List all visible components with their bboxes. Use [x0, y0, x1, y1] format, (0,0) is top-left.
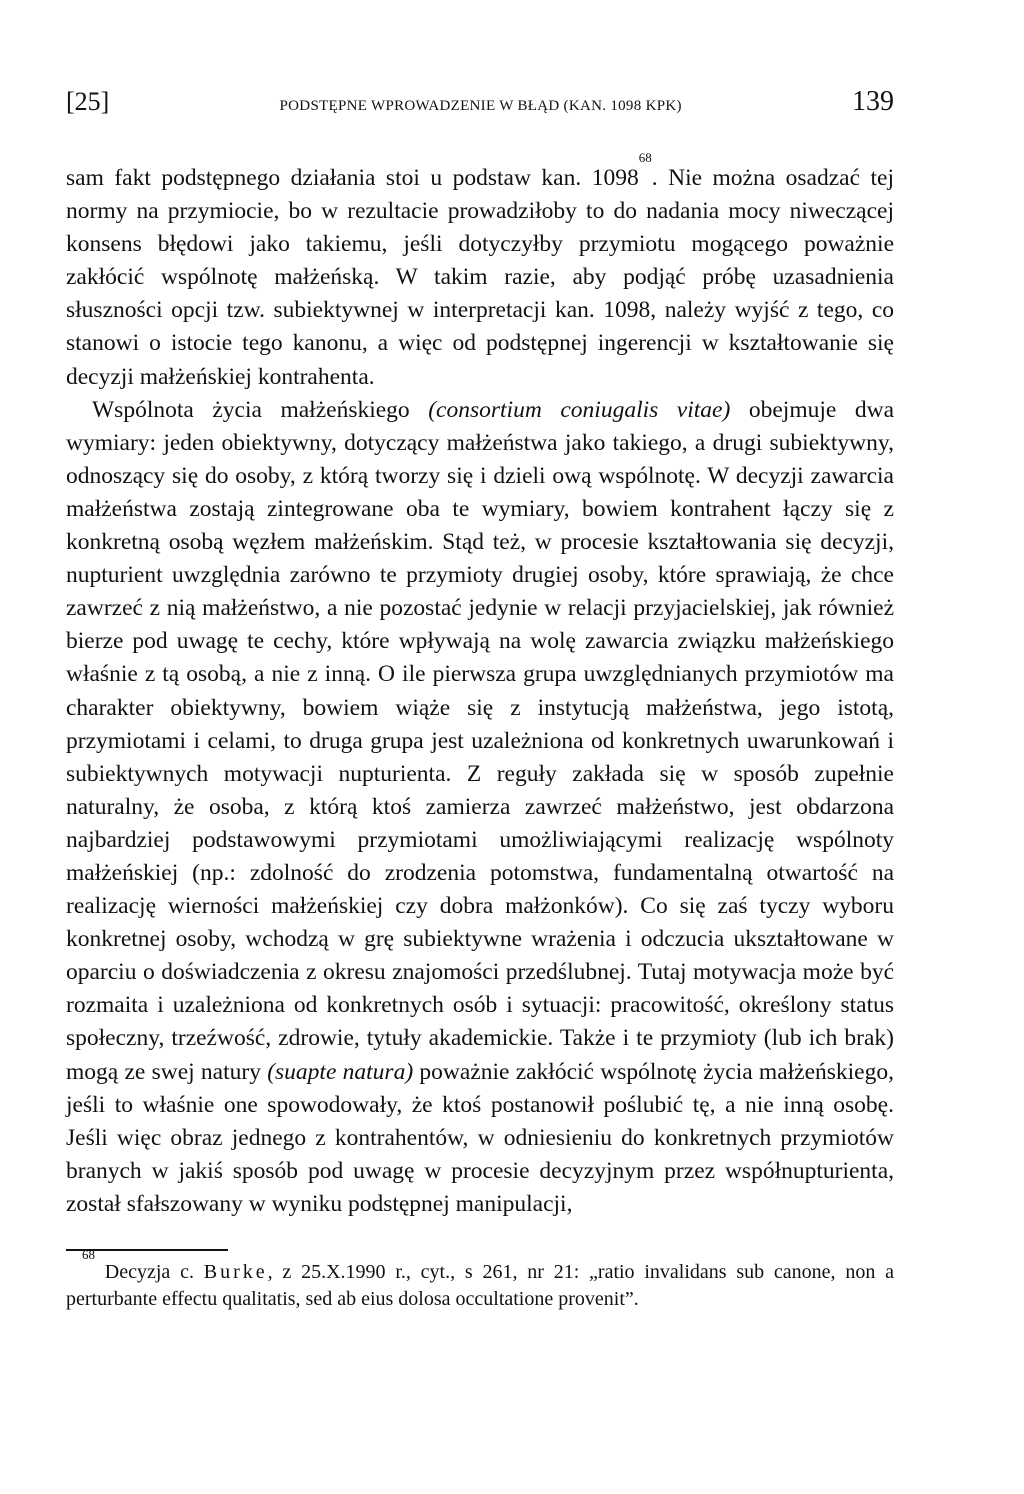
footnote-text-b: , z 25.X.1990 r., cyt., s 261, nr 21: „ratio invalidans sub canone, non a perturbante effectu qualitatis, sed ab eius dolosa occultatione provenit”. — [66, 1260, 894, 1310]
paragraph-2 — [66, 394, 894, 1221]
running-header — [66, 86, 894, 126]
page-number: 139 — [851, 86, 894, 117]
paragraph-1-text-a: sam fakt podstępnego działania stoi u podstaw kan. 1098 — [66, 165, 639, 191]
paragraph-2-text-b: obejmuje dwa wymiary: jeden obiektywny, dotyczący małżeństwa jako takiego, a drugi subiektywny, odnoszący się do osoby, z którą tworzy się i dzieli ową wspólnotę. W decyzji zawarcia małżeństwa zostają zintegrowane oba te wymiary, bowiem kontrahent łączy się z konkretną osobą węzłem małżeńskim. Stąd też, w procesie kształtowania się decyzji, nupturient uwzględnia zarówno te przymioty drugiej osoby, które sprawiają, że chce zawrzeć z nią małżeństwo, a nie pozostać jedynie w relacji przyjacielskiej, jak również bierze pod uwagę te cechy, które wpływają na wolę zawarcia związku małżeńskiego właśnie z tą osobą, a nie z inną. O ile pierwsza grupa uwzględnianych przymiotów ma charakter obiektywny, bowiem wiąże się z instytucją małżeństwa, jego istotą, przymiotami i celami, to druga grupa jest uzależniona od konkretnych uwarunkowań i subiektywnych motywacji nupturienta. Z reguły zakłada się w sposób zupełnie naturalny, że osoba, z którą ktoś zamierza zawrzeć małżeństwo, jest obdarzona najbardziej podstawowymi przymiotami umożliwiającymi realizację wspólnoty małżeńskiej (np.: zdolność do zrodzenia potomstwa, fundamentalną otwartość na realizację wierności małżeńskiej czy dobra małżonków). Co się zaś tyczy wyboru konkretnej osoby, wchodzą w grę subiektywne wrażenia i odczucia ukształtowane w oparciu o doświadczenia z okresu znajomości przedślubnej. Tutaj motywacja może być rozmaita i uzależniona od konkretnych osób i sytuacji: pracowitość, określony status społeczny, trzeźwość, zdrowie, tytuły akademickie. Także i te przymioty (lub ich brak) mogą ze swej natury — [66, 396, 895, 1085]
latin-term-suapte-natura: (suapte natura) — [267, 1058, 414, 1085]
paragraph-2-text-a: Wspólnota życia małżeńskiego — [92, 396, 429, 423]
footnote-judge-name: Burke — [203, 1260, 268, 1283]
running-title: PODSTĘPNE WPROWADZENIE W BŁĄD (KAN. 1098 KPK) — [279, 98, 682, 114]
footnote-number: 68 — [82, 1246, 95, 1262]
paragraph-2-text-c: poważnie zakłócić wspólnotę życia małżeńskiego, jeśli to właśnie one spowodowały, że ktoś postanowił poślubić tę, a nie inną osobę. Jeśli więc obraz jednego z kontrahentów, w odniesieniu do konkretnych przymiotów branych w jakiś sposób pod uwagę w procesie decyzyjnym przez współnupturienta, został sfałszowany w wyniku podstępnej manipulacji, — [66, 1058, 894, 1217]
footnote-68 — [66, 1246, 894, 1313]
paragraph-1 — [66, 150, 894, 394]
page — [66, 86, 894, 1313]
body-text — [66, 150, 895, 1221]
footnote-reference: 68 — [638, 150, 652, 165]
footnote-text-a: Decyzja c. — [95, 1260, 204, 1283]
latin-term-consortium: (consortium coniugalis vitae) — [428, 396, 731, 423]
section-number: [25] — [66, 87, 110, 116]
paragraph-1-text-b: . Nie można osadzać tej normy na przymiocie, bo w rezultacie prowadziłoby to do nadania mocy niweczącej konsens błędowi jako takiemu, jeśli dotyczyłby przymiotu mogącego poważnie zakłócić wspólnotę małżeńską. W takim razie, aby podjąć próbę uzasadnienia słuszności opcji tzw. subiektywnej w interpretacji kan. 1098, należy wyjść z tego, co stanowi o istocie tego kanonu, a więc od podstępnej ingerencji w kształtowanie się decyzji małżeńskiej kontrahenta. — [66, 165, 894, 390]
